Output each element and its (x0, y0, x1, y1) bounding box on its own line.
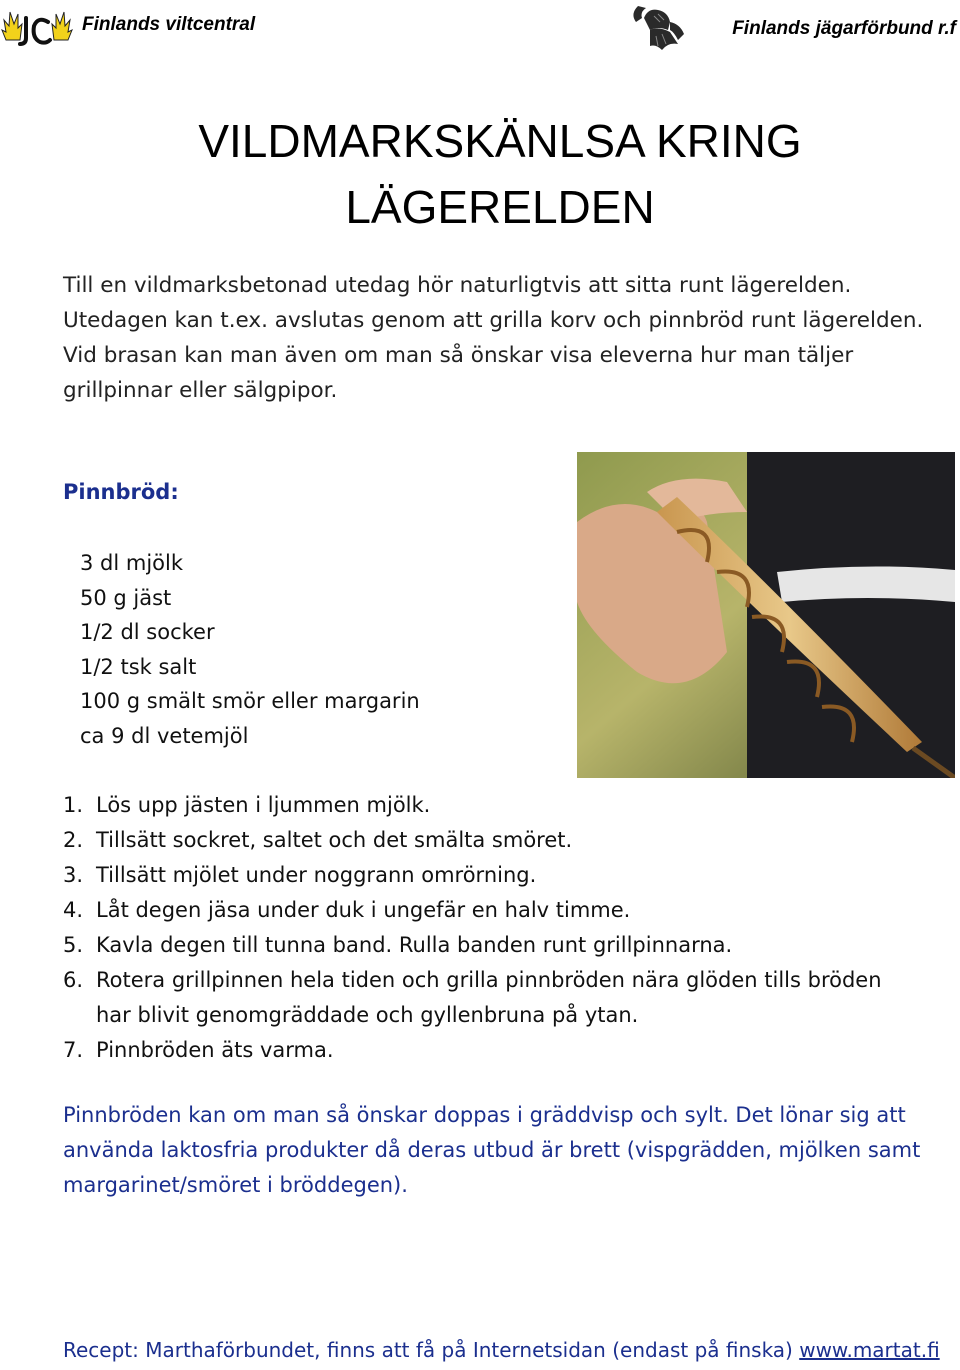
step-text: Låt degen jäsa under duk i ungefär en halv timme. (96, 898, 631, 922)
ingredient-item: 1/2 dl socker (80, 620, 215, 644)
footer-text: Recept: Marthaförbundet, finns att få på Internetsidan (endast på finska) (63, 1338, 793, 1362)
ingredient-item: 3 dl mjölk (80, 551, 184, 575)
right-org-name: Finlands jägarförbund r.f (732, 18, 956, 39)
step-text: Tillsätt mjölet under noggrann omrörning. (96, 863, 537, 887)
step-text: Pinnbröden äts varma. (96, 1038, 334, 1062)
title-line-2: LÄGERELDEN (345, 181, 655, 233)
ingredient-list (80, 546, 420, 753)
stick-bread-photo (577, 452, 955, 778)
step-number: 1. (63, 793, 84, 817)
title-line-1: VILDMARKSKÄNLSA KRING (198, 115, 802, 167)
footer-source (63, 1338, 943, 1362)
page-title (60, 108, 940, 240)
left-org-name: Finlands viltcentral (82, 14, 256, 35)
martat-link[interactable]: www.martat.fi (799, 1338, 940, 1362)
recipe-heading: Pinnbröd: (63, 480, 179, 504)
ingredient-item: 1/2 tsk salt (80, 654, 197, 679)
intro-paragraph: Till en vildmarksbetonad utedag hör naturligtvis att sitta runt lägerelden. Utedagen kan t.ex. avslutas genom att grilla korv och pinnbröd runt lägerelden. Vid brasan kan man även om man så önskar visa eleverna hur man täljer grillpinnar eller sälgpipor. (63, 273, 924, 403)
step-number: 3. (63, 863, 84, 887)
step-number: 7. (63, 1038, 84, 1062)
step-item (63, 858, 883, 893)
step-text: Kavla degen till tunna band. Rulla banden runt grillpinnarna. (96, 933, 733, 957)
capercaillie-logo (628, 0, 690, 56)
ingredient-item: 100 g smält smör eller margarin (80, 689, 420, 713)
step-text: Rotera grillpinnen hela tiden och grilla pinnbröden nära glöden tills bröden har blivit genomgräddade och gyllenbruna på ytan. (96, 968, 882, 1027)
closing-paragraph: Pinnbröden kan om man så önskar doppas i gräddvisp och sylt. Det lönar sig att använda laktosfria produkter då deras utbud är brett (vispgrädden, mjölken samt margarinet/smöret i bröddegen). (63, 1103, 921, 1197)
finlands-viltcentral-logo (0, 0, 74, 50)
step-item (63, 1033, 883, 1068)
step-number: 2. (63, 828, 84, 852)
step-item (63, 788, 883, 823)
step-text: Lös upp jästen i ljummen mjölk. (96, 793, 431, 817)
step-item (63, 963, 883, 1033)
ingredient-item: ca 9 dl vetemjöl (80, 723, 249, 748)
ingredient-item: 50 g jäst (80, 585, 172, 610)
header-left (0, 0, 300, 52)
step-item (63, 893, 883, 928)
step-number: 4. (63, 898, 84, 922)
header-right (620, 0, 960, 56)
step-number: 5. (63, 933, 84, 957)
step-number: 6. (63, 968, 84, 992)
step-list (63, 788, 883, 1068)
step-item (63, 928, 883, 963)
step-item (63, 823, 883, 858)
step-text: Tillsätt sockret, saltet och det smälta smöret. (96, 828, 573, 852)
